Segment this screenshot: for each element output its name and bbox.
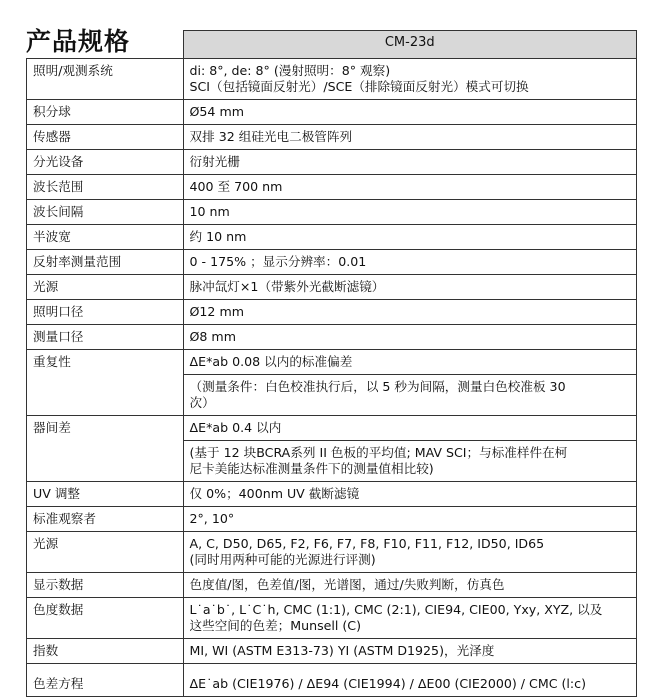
spec-value xyxy=(183,59,637,100)
spec-value xyxy=(183,125,637,150)
spec-value xyxy=(183,275,637,300)
spec-value xyxy=(183,482,637,507)
spec-value-line: 0 - 175% ；显示分辨率：0.01 xyxy=(189,254,367,269)
spec-value-line: ΔE*ab 0.4 以内 xyxy=(189,420,282,435)
table-row xyxy=(27,59,637,100)
spec-label: 波长范围 xyxy=(27,175,184,200)
spec-value xyxy=(183,225,637,250)
spec-label: 照明/观测系统 xyxy=(27,59,184,100)
spec-value-line: L˙a˙b˙, L˙C˙h, CMC (1:1), CMC (2:1), CIE94, CIE00, Yxy, XYZ, 以及 xyxy=(189,602,603,617)
page-title: 产品规格 xyxy=(26,27,131,56)
table-row xyxy=(27,300,637,325)
table-row xyxy=(27,100,637,125)
spec-label: 光源 xyxy=(27,532,184,573)
spec-value-line: 约 10 nm xyxy=(189,229,247,244)
spec-label: 测量口径 xyxy=(27,325,184,350)
spec-label: 照明口径 xyxy=(27,300,184,325)
table-row xyxy=(27,639,637,664)
spec-note-line: （测量条件：白色校准执行后，以 5 秒为间隔，测量白色校准板 30 xyxy=(189,379,566,394)
spec-value xyxy=(183,150,637,175)
spec-label: 波长间隔 xyxy=(27,200,184,225)
spec-label: 色差方程 xyxy=(27,664,184,697)
spec-value xyxy=(183,639,637,664)
spec-value-line: 色度值/图，色差值/图，光谱图，通过/失败判断，仿真色 xyxy=(189,577,505,592)
spec-value-note xyxy=(183,375,637,416)
table-row xyxy=(27,275,637,300)
spec-value-line: 脉冲氙灯×1（带紫外光截断滤镜） xyxy=(189,279,385,294)
spec-note-line: (基于 12 块BCRA系列 II 色板的平均值; MAV SCI；与标准样件在柯 xyxy=(189,445,568,460)
table-row xyxy=(27,175,637,200)
table-row xyxy=(27,573,637,598)
table-row xyxy=(27,225,637,250)
spec-label: 半波宽 xyxy=(27,225,184,250)
spec-value xyxy=(183,532,637,573)
spec-label: 分光设备 xyxy=(27,150,184,175)
spec-label: 标准观察者 xyxy=(27,507,184,532)
spec-value xyxy=(183,325,637,350)
spec-label: 指数 xyxy=(27,639,184,664)
spec-value xyxy=(183,200,637,225)
spec-note-line: 次） xyxy=(189,395,215,410)
spec-label: 显示数据 xyxy=(27,573,184,598)
table-row xyxy=(27,325,637,350)
spec-value-line: 双排 32 组硅光电二极管阵列 xyxy=(189,129,353,144)
spec-value xyxy=(183,573,637,598)
table-row xyxy=(27,125,637,150)
spec-note-line: 尼卡美能达标准测量条件下的测量值相比较) xyxy=(189,461,434,476)
spec-label: UV 调整 xyxy=(27,482,184,507)
spec-value-line: 10 nm xyxy=(189,204,230,219)
header-blank-cell xyxy=(27,31,184,59)
spec-value-line: ΔE˙ab (CIE1976) / ΔE94 (CIE1994) / ΔE00 (CIE2000) / CMC (l:c) xyxy=(189,676,587,691)
spec-value-line: MI, WI (ASTM E313-73) YI (ASTM D1925)，光泽度 xyxy=(189,643,495,658)
spec-value-line: 这些空间的色差；Munsell (C) xyxy=(189,618,362,633)
table-row xyxy=(27,150,637,175)
spec-value xyxy=(183,100,637,125)
table-row xyxy=(27,482,637,507)
spec-value-line: Ø54 mm xyxy=(189,104,244,119)
spec-value-line: 仅 0%；400nm UV 截断滤镜 xyxy=(189,486,360,501)
spec-value-line: Ø12 mm xyxy=(189,304,244,319)
spec-label: 光源 xyxy=(27,275,184,300)
spec-value-note xyxy=(183,441,637,482)
spec-label: 积分球 xyxy=(27,100,184,125)
spec-table xyxy=(26,30,637,697)
table-row xyxy=(27,507,637,532)
spec-value-line: di: 8°, de: 8° (漫射照明：8° 观察) xyxy=(189,63,391,78)
spec-label: 反射率测量范围 xyxy=(27,250,184,275)
table-row xyxy=(27,598,637,639)
spec-value xyxy=(183,250,637,275)
table-row xyxy=(27,416,637,441)
spec-value xyxy=(183,175,637,200)
spec-value-line: Ø8 mm xyxy=(189,329,236,344)
table-row xyxy=(27,200,637,225)
spec-value-line: SCI（包括镜面反射光）/SCE（排除镜面反射光）模式可切换 xyxy=(189,79,529,94)
spec-value-line: A, C, D50, D65, F2, F6, F7, F8, F10, F11, F12, ID50, ID65 xyxy=(189,536,545,551)
spec-label: 器间差 xyxy=(27,416,184,482)
spec-value xyxy=(183,350,637,375)
table-row xyxy=(27,350,637,375)
spec-value-line: (同时用两种可能的光源进行评测) xyxy=(189,552,376,567)
spec-value xyxy=(183,416,637,441)
table-header-row xyxy=(27,31,637,59)
spec-value-line: 400 至 700 nm xyxy=(189,179,283,194)
spec-value-line: ΔE*ab 0.08 以内的标准偏差 xyxy=(189,354,353,369)
spec-label: 色度数据 xyxy=(27,598,184,639)
model-header: CM-23d xyxy=(183,31,637,59)
spec-label: 传感器 xyxy=(27,125,184,150)
spec-label: 重复性 xyxy=(27,350,184,416)
table-row xyxy=(27,532,637,573)
spec-value xyxy=(183,300,637,325)
spec-value xyxy=(183,598,637,639)
spec-value xyxy=(183,507,637,532)
table-row xyxy=(27,250,637,275)
spec-value-line: 2°, 10° xyxy=(189,511,235,526)
spec-value-line: 衍射光栅 xyxy=(189,154,240,169)
